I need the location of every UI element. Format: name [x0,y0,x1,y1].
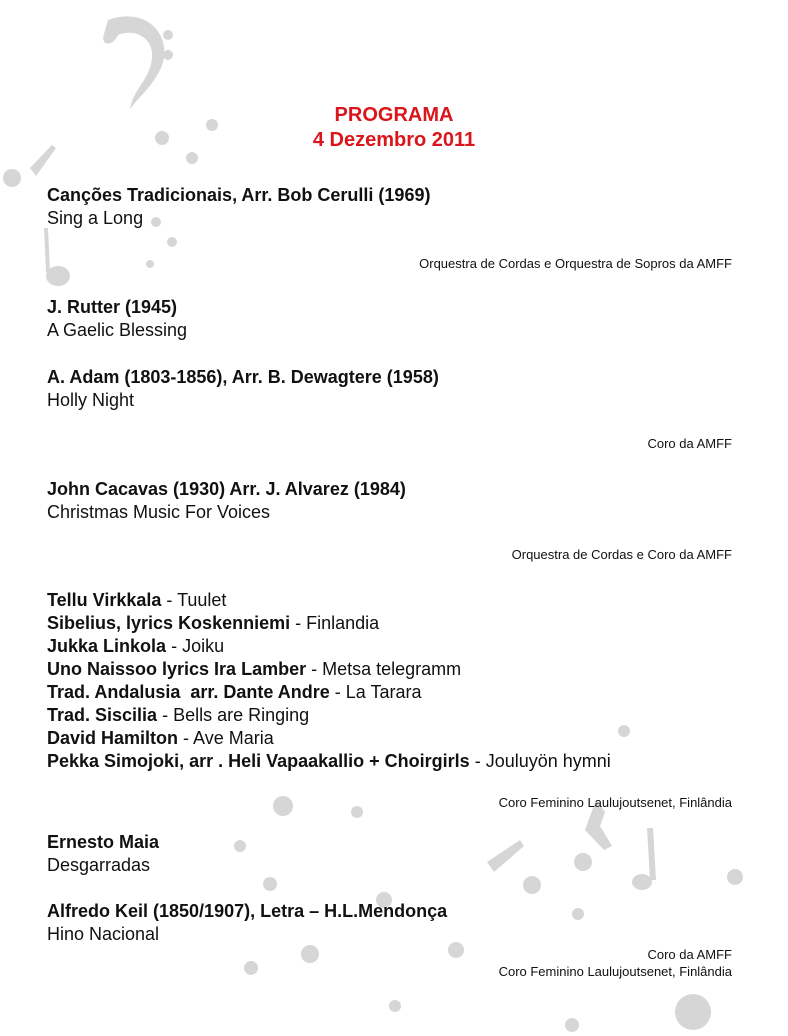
separator: - [157,705,174,725]
note-dot [146,260,154,268]
program-item [47,366,747,412]
note-dot [351,806,363,818]
piece-title: Sing a Long [47,208,144,228]
separator: - [178,728,194,748]
separator: - [166,636,183,656]
note-dot [523,876,541,894]
composer: A. Adam (1803-1856), Arr. B. Dewagtere (1958) [47,367,439,387]
list-item [47,704,747,727]
note-dot [244,961,258,975]
separator: - [161,590,178,610]
performer-credit: Orquestra de Cordas e Coro da AMFF [511,547,732,562]
list-item [47,681,747,704]
piece-title: Bells are Ringing [173,705,310,725]
choir-program-list [47,589,747,773]
composer: Pekka Simojoki, arr . Heli Vapaakallio + Choirgirls [47,751,470,771]
piece-title: Jouluyön hymni [485,751,611,771]
composer: Ernesto Maia [47,832,160,852]
piece-title: Desgarradas [47,855,151,875]
separator: - [290,613,307,633]
program-header [0,103,788,153]
performer-credit: Coro Feminino Laulujoutsenet, Finlândia [498,964,732,979]
composer: David Hamilton [47,728,179,748]
piece-title: Hino Nacional [47,924,160,944]
piece-title: La Tarara [345,682,422,702]
note-dot [167,237,177,247]
note-dot [186,152,198,164]
performer-credit: Coro Feminino Laulujoutsenet, Finlândia [498,795,732,810]
piece-title: Joiku [182,636,225,656]
composer: Trad. Siscilia [47,705,158,725]
composer: Canções Tradicionais, Arr. Bob Cerulli (1969) [47,185,431,205]
quarter-note-icon [44,228,50,272]
piece-title: Christmas Music For Voices [47,502,271,522]
piece-title: Holly Night [47,390,135,410]
program-item [47,831,747,877]
piece-title: A Gaelic Blessing [47,320,188,340]
note-dot [301,945,319,963]
composer: Alfredo Keil (1850/1907), Letra – H.L.Mendonça [47,901,448,921]
performer-credit: Orquestra de Cordas e Orquestra de Sopros da AMFF [419,256,732,271]
list-item [47,635,747,658]
program-item [47,296,747,342]
list-item [47,589,747,612]
program-title: PROGRAMA [334,104,454,126]
separator: - [469,751,486,771]
program-item [47,900,747,946]
list-item [47,750,747,773]
composer: Uno Naissoo lyrics Ira Lamber [47,659,307,679]
composer: Tellu Virkkala [47,590,162,610]
performer-credits-final [499,946,732,980]
note-dot [3,169,21,187]
list-item [47,658,747,681]
piece-title: Ave Maria [193,728,274,748]
composer: J. Rutter (1945) [47,297,178,317]
bass-clef-icon [103,16,164,110]
note-dot [565,1018,579,1032]
note-dot [273,796,293,816]
performer-credit: Coro da AMFF [647,947,732,962]
note-dot [389,1000,401,1012]
program-date: 4 Dezembro 2011 [312,129,476,151]
list-item [47,727,747,750]
note-dot [163,50,173,60]
note-dot [675,994,711,1030]
composer: Sibelius, lyrics Koskenniemi [47,613,291,633]
composer: Trad. Andalusia arr. Dante Andre [47,682,330,702]
piece-title: Tuulet [177,590,227,610]
composer: Jukka Linkola [47,636,167,656]
note-dot [163,30,173,40]
program-item [47,184,747,230]
composer: John Cacavas (1930) Arr. J. Alvarez (1984) [47,479,406,499]
piece-title: Finlandia [306,613,380,633]
separator: - [329,682,346,702]
performer-credit: Coro da AMFF [647,436,732,451]
program-item [47,478,747,524]
separator: - [306,659,323,679]
list-item [47,612,747,635]
note-head [46,266,70,286]
piece-title: Metsa telegramm [322,659,462,679]
note-dot [263,877,277,891]
